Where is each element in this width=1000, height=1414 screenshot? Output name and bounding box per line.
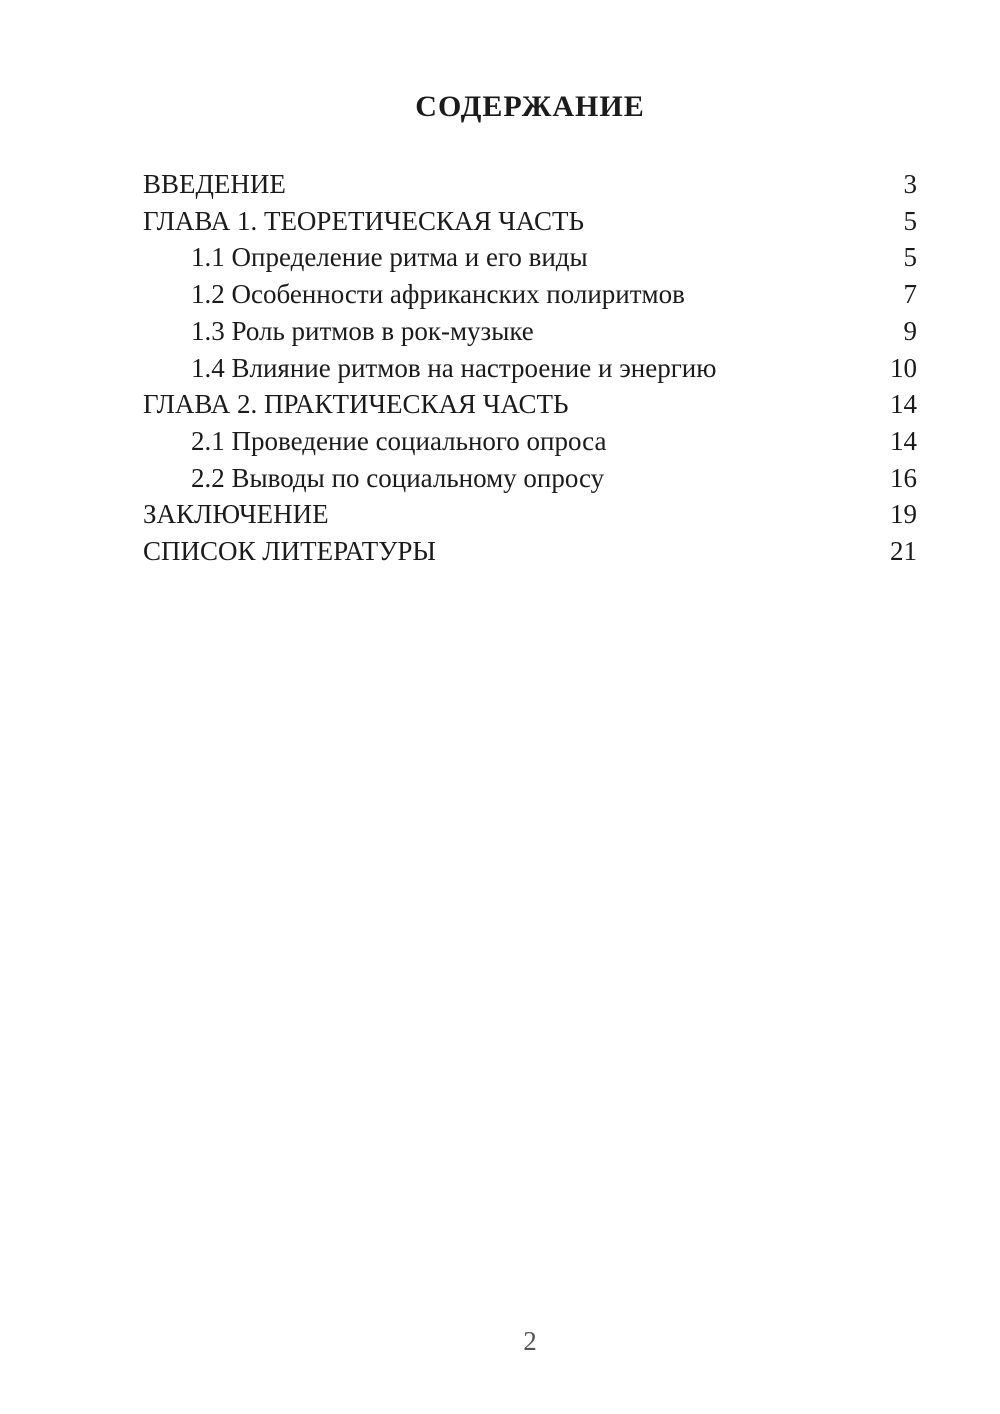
toc-entry	[143, 350, 917, 387]
toc-entry-label: ГЛАВА 2. ПРАКТИЧЕСКАЯ ЧАСТЬ	[143, 389, 569, 420]
toc-entry-page: 3	[903, 169, 917, 199]
toc-entry	[143, 313, 917, 350]
toc-entry-label: ЗАКЛЮЧЕНИЕ	[143, 499, 329, 530]
toc-entry-page: 14	[890, 425, 917, 456]
toc-entry	[143, 239, 917, 276]
toc-entry-page: 10	[890, 352, 917, 383]
toc-entry	[143, 203, 917, 240]
toc-entry-page: 5	[903, 242, 917, 273]
toc-entry-label: 1.3 Роль ритмов в рок-музыке	[191, 315, 534, 346]
toc-entry	[143, 460, 917, 497]
toc-entry-label: СПИСОК ЛИТЕРАТУРЫ	[143, 536, 436, 567]
toc-entry-label: 1.1 Определение ритма и его виды	[191, 242, 588, 273]
toc-entry	[143, 166, 917, 203]
toc-entry-label: ГЛАВА 1. ТЕОРЕТИЧЕСКАЯ ЧАСТЬ	[143, 205, 584, 236]
toc-entry-label: ВВЕДЕНИЕ	[143, 169, 286, 199]
toc-entry	[143, 276, 917, 313]
toc-entry	[143, 533, 917, 570]
toc-entry-page: 5	[903, 205, 917, 236]
toc-entry-label: 1.2 Особенности африканских полиритмов	[191, 279, 685, 310]
footer-page-number: 2	[523, 1326, 537, 1356]
toc-entry-page: 14	[890, 389, 917, 420]
toc-list	[143, 166, 917, 570]
toc-entry-label: 2.2 Выводы по социальному опросу	[191, 462, 605, 493]
toc-entry	[143, 496, 917, 533]
toc-entry	[143, 386, 917, 423]
toc-entry-page: 16	[890, 462, 917, 493]
toc-entry-page: 19	[890, 499, 917, 530]
toc-entry	[143, 423, 917, 460]
toc-heading: СОДЕРЖАНИЕ	[415, 90, 645, 123]
toc-entry-page: 7	[903, 279, 917, 310]
toc-entry-label: 2.1 Проведение социального опроса	[191, 425, 607, 456]
toc-entry-page: 21	[890, 536, 917, 567]
toc-entry-label: 1.4 Влияние ритмов на настроение и энергию	[191, 352, 717, 383]
toc-entry-page: 9	[903, 315, 917, 346]
